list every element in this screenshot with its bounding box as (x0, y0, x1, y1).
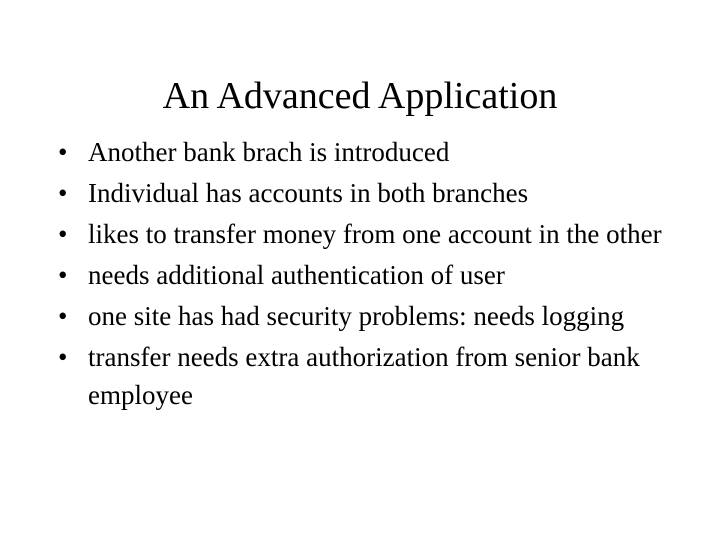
bullet-text: Another bank brach is introduced (88, 137, 450, 167)
list-item (58, 256, 668, 294)
bullet-icon: • (58, 219, 68, 249)
list-item (58, 133, 668, 171)
list-item (58, 338, 668, 414)
list-item (58, 297, 668, 335)
bullet-text: needs additional authentication of user (88, 260, 505, 290)
bullet-text: transfer needs extra authorization from senior bank employee (88, 342, 640, 410)
bullet-text: likes to transfer money from one account in the other (88, 219, 662, 249)
bullet-icon: • (58, 137, 68, 167)
bullet-icon: • (58, 301, 68, 331)
bullet-text: Individual has accounts in both branches (88, 178, 529, 208)
bullet-icon: • (58, 178, 68, 208)
bullet-icon: • (58, 342, 68, 372)
bullet-list (58, 133, 668, 417)
list-item (58, 174, 668, 212)
bullet-text: one site has had security problems: needs logging (88, 301, 625, 331)
slide-title: An Advanced Application (162, 75, 558, 117)
bullet-icon: • (58, 260, 68, 290)
list-item (58, 215, 668, 253)
